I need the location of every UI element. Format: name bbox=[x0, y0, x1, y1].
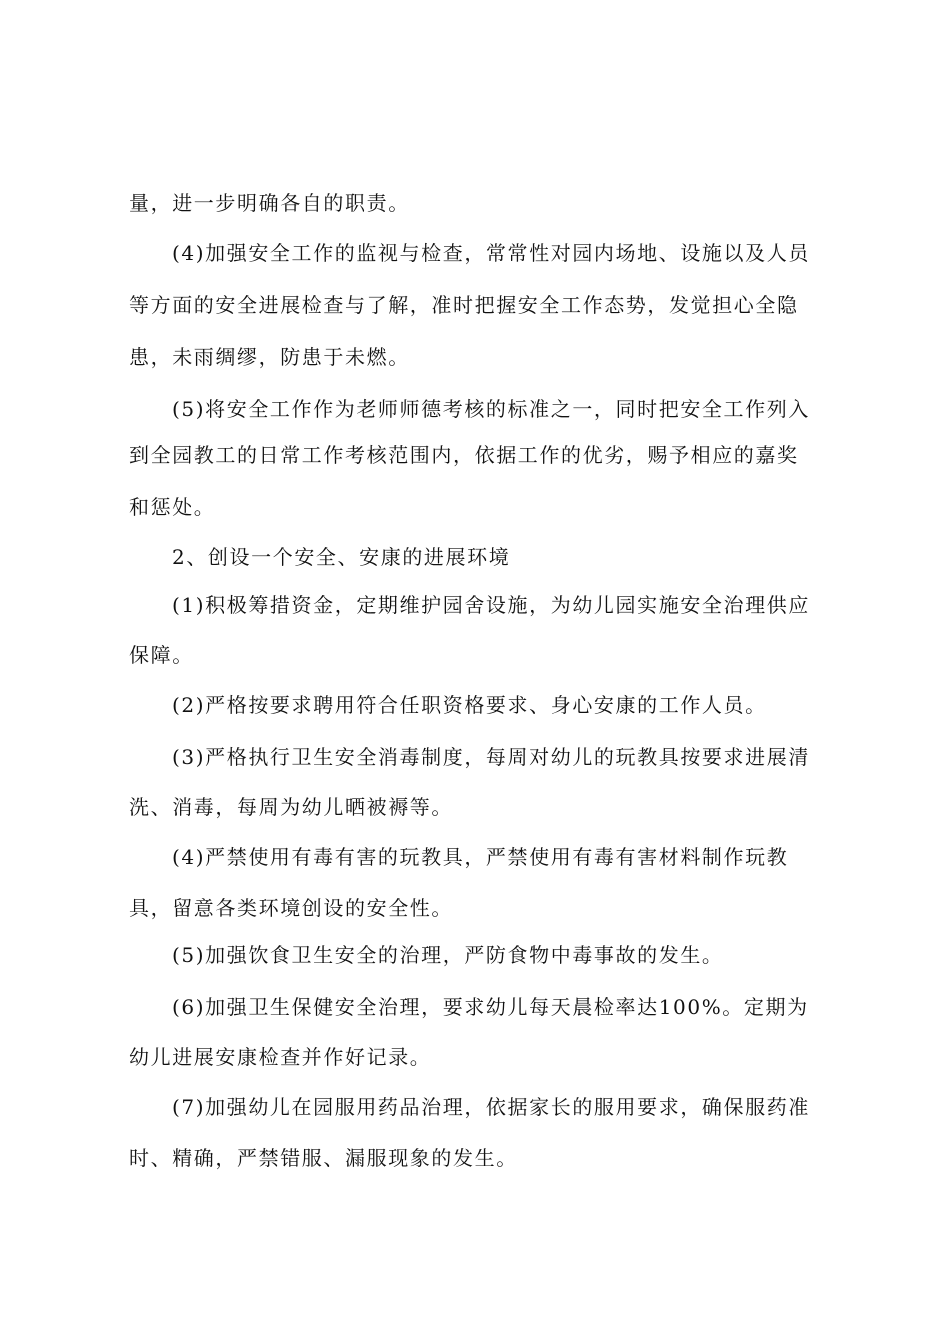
text-line: (2)严格按要求聘用符合任职资格要求、身心安康的工作人员。 bbox=[172, 693, 767, 717]
text-line: (3)严格执行卫生安全消毒制度，每周对幼儿的玩教具按要求进展清 bbox=[172, 745, 810, 769]
section-heading: 2、创设一个安全、安康的进展环境 bbox=[172, 545, 511, 569]
text-line: 具，留意各类环境创设的安全性。 bbox=[129, 896, 453, 920]
text-line: (5)加强饮食卫生安全的治理，严防食物中毒事故的发生。 bbox=[172, 943, 724, 967]
text-line: 和惩处。 bbox=[129, 495, 216, 519]
text-line: (4)加强安全工作的监视与检查，常常性对园内场地、设施以及人员 bbox=[172, 241, 810, 265]
text-line: 幼儿进展安康检查并作好记录。 bbox=[129, 1045, 432, 1069]
text-line: 保障。 bbox=[129, 643, 194, 667]
text-line: (7)加强幼儿在园服用药品治理，依据家长的服用要求，确保服药准 bbox=[172, 1095, 810, 1119]
text-line: 时、精确，严禁错服、漏服现象的发生。 bbox=[129, 1146, 518, 1170]
text-line: (1)积极筹措资金，定期维护园舍设施，为幼儿园实施安全治理供应 bbox=[172, 593, 810, 617]
text-line: 等方面的安全进展检查与了解，准时把握安全工作态势，发觉担心全隐 bbox=[129, 293, 799, 317]
text-line: 患，未雨绸缪，防患于未燃。 bbox=[129, 345, 410, 369]
text-line: (6)加强卫生保健安全治理，要求幼儿每天晨检率达100%。定期为 bbox=[172, 995, 809, 1019]
text-line: (5)将安全工作作为老师师德考核的标准之一，同时把安全工作列入 bbox=[172, 397, 810, 421]
text-line: (4)严禁使用有毒有害的玩教具，严禁使用有毒有害材料制作玩教 bbox=[172, 845, 789, 869]
text-line: 洗、消毒，每周为幼儿晒被褥等。 bbox=[129, 795, 453, 819]
text-line: 量，进一步明确各自的职责。 bbox=[129, 191, 410, 215]
text-line: 到全园教工的日常工作考核范围内，依据工作的优劣，赐予相应的嘉奖 bbox=[129, 443, 799, 467]
